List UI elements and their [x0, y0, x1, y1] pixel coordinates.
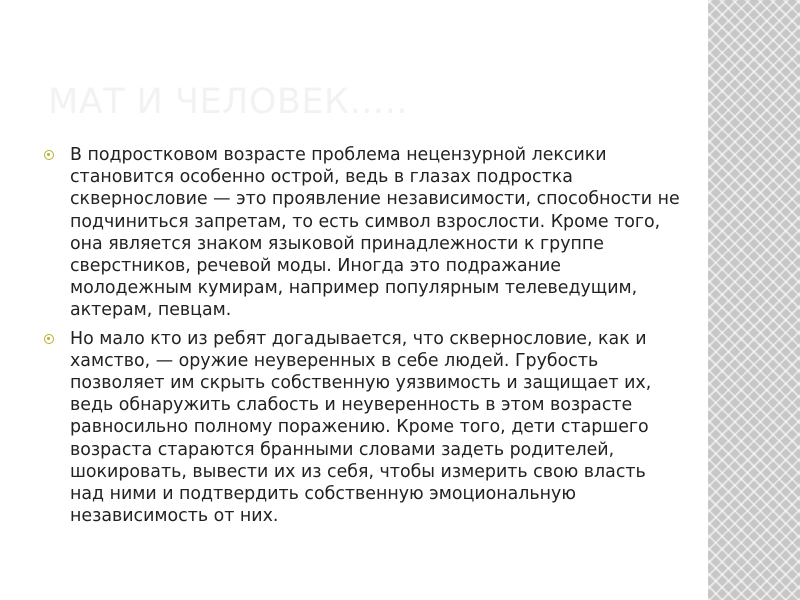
bullet-text: В подростковом возрасте проблема нецензурной лексики становится особенно острой, ведь в глазах подростка сквернословие — это проявление независимости, способности не подчиниться запретам, то есть символ взрослости. Кроме того, она является знаком языковой принадлежности к группе сверстников, речевой моды. Иногда это подражание молодежным кумирам, например популярным телеведущим, актерам, певцам.: [70, 145, 680, 321]
decorative-side-panel: [708, 0, 800, 600]
ring-bullet-icon: [44, 150, 54, 160]
ring-bullet-icon: [44, 334, 54, 344]
list-item: [44, 328, 684, 528]
slide-title: МАТ И ЧЕЛОВЕК…..: [48, 82, 409, 122]
list-item: [44, 144, 684, 322]
bullet-text: Но мало кто из ребят догадывается, что сквернословие, как и хамство, — оружие неуверенных в себе людей. Грубость позволяет им скрыть собственную уязвимость и защищает их, ведь обнаружить слабость и неуверенность в этом возрасте равносильно полному поражению. Кроме того, дети старшего возраста стараются бранными словами задеть родителей, шокировать, вывести их из себя, чтобы измерить свою власть над ними и подтвердить собственную эмоциональную независимость от них.: [70, 328, 652, 527]
slide-content-list: [44, 144, 684, 533]
